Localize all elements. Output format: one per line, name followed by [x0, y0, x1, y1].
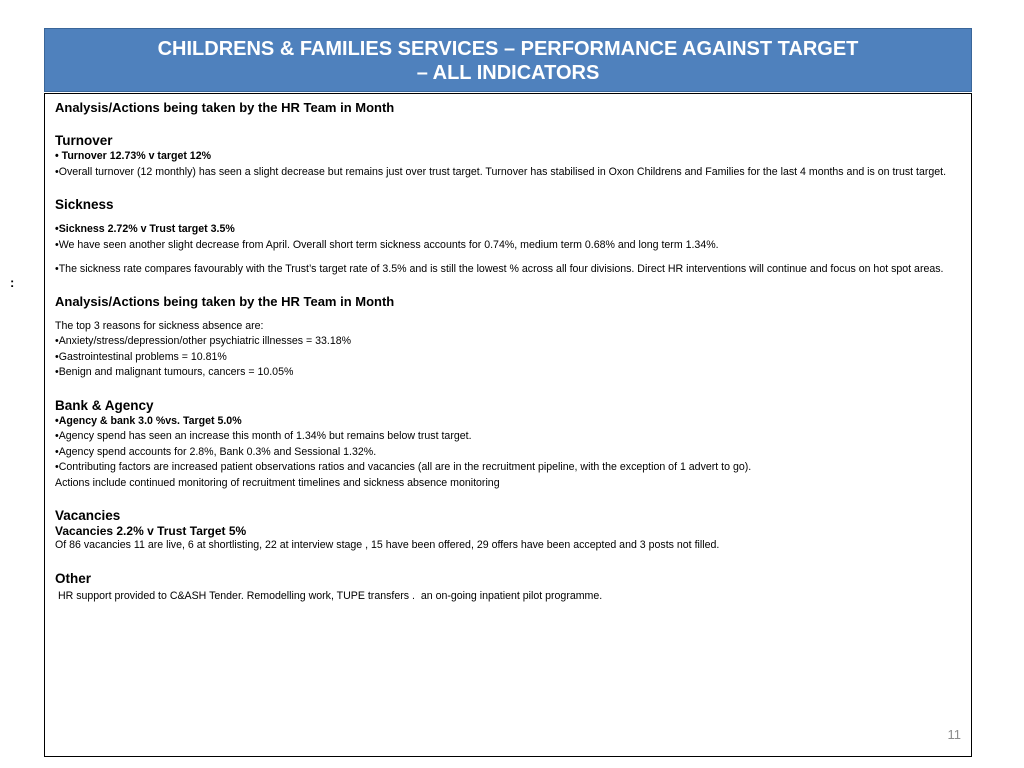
turnover-bullet-1: • Turnover 12.73% v target 12%	[55, 150, 212, 162]
vacancies-text: Of 86 vacancies 11 are live, 6 at shortlisting, 22 at interview stage , 15 have been offered, 29 offers have been accepted and 3 posts not filled.	[55, 539, 720, 551]
other-heading: Other	[55, 570, 92, 586]
page-number: 11	[947, 727, 961, 742]
title-line-2: – ALL INDICATORS	[416, 62, 600, 84]
sickness-bullet-2: •We have seen another slight decrease from April. Overall short term sickness accounts for 0.74%, medium term 0.68% and long term 1.34%.	[55, 238, 719, 251]
bank-bullet-2: •Agency spend has seen an increase this month of 1.34% but remains below trust target.	[55, 430, 472, 442]
reason-item: •Anxiety/stress/depression/other psychiatric illnesses = 33.18%	[55, 335, 352, 347]
bank-bullet-4: •Contributing factors are increased patient observations ratios and vacancies (all are in the recruitment pipeline, with the exception of 1 advert to go).	[55, 461, 752, 473]
turnover-heading: Turnover	[55, 133, 113, 148]
reason-item: •Benign and malignant tumours, cancers = 10.05%	[55, 366, 294, 378]
vacancies-heading: Vacancies	[55, 508, 121, 523]
sickness-bullet-3: •The sickness rate compares favourably with the Trust’s target rate of 3.5% and is still the lowest % across all four divisions. Direct HR interventions will continue and focus on hot spot areas.	[55, 263, 944, 275]
turnover-bullet-2: •Overall turnover (12 monthly) has seen a slight decrease but remains just over trust target. Turnover has stabilised in Oxon Childrens and Families for the last 4 months and is on trust target.	[55, 165, 947, 178]
sickness-heading: Sickness	[55, 197, 114, 212]
analysis-heading-2: Analysis/Actions being taken by the HR Team in Month	[55, 293, 395, 309]
sickness-bullet-1: •Sickness 2.72% v Trust target 3.5%	[55, 223, 235, 235]
side-mark: :	[10, 275, 15, 290]
title-banner	[44, 28, 972, 92]
reasons-intro: The top 3 reasons for sickness absence are:	[55, 319, 264, 332]
title-line-1: CHILDRENS & FAMILIES SERVICES – PERFORMANCE AGAINST TARGET	[157, 38, 859, 60]
reason-item: •Gastrointestinal problems = 10.81%	[55, 350, 227, 363]
content-box	[44, 93, 972, 757]
other-text: HR support provided to C&ASH Tender. Remodelling work, TUPE transfers . an on-going inpatient pilot programme.	[55, 589, 603, 602]
bank-agency-heading: Bank & Agency	[55, 397, 154, 413]
bank-note: Actions include continued monitoring of recruitment timelines and sickness absence monitoring	[55, 476, 500, 489]
analysis-heading-1: Analysis/Actions being taken by the HR Team in Month	[55, 100, 395, 115]
bank-bullet-3: •Agency spend accounts for 2.8%, Bank 0.3% and Sessional 1.32%.	[55, 445, 377, 458]
vacancies-subheading: Vacancies 2.2% v Trust Target 5%	[55, 524, 247, 538]
bank-bullet-1: •Agency & bank 3.0 %vs. Target 5.0%	[55, 414, 242, 427]
